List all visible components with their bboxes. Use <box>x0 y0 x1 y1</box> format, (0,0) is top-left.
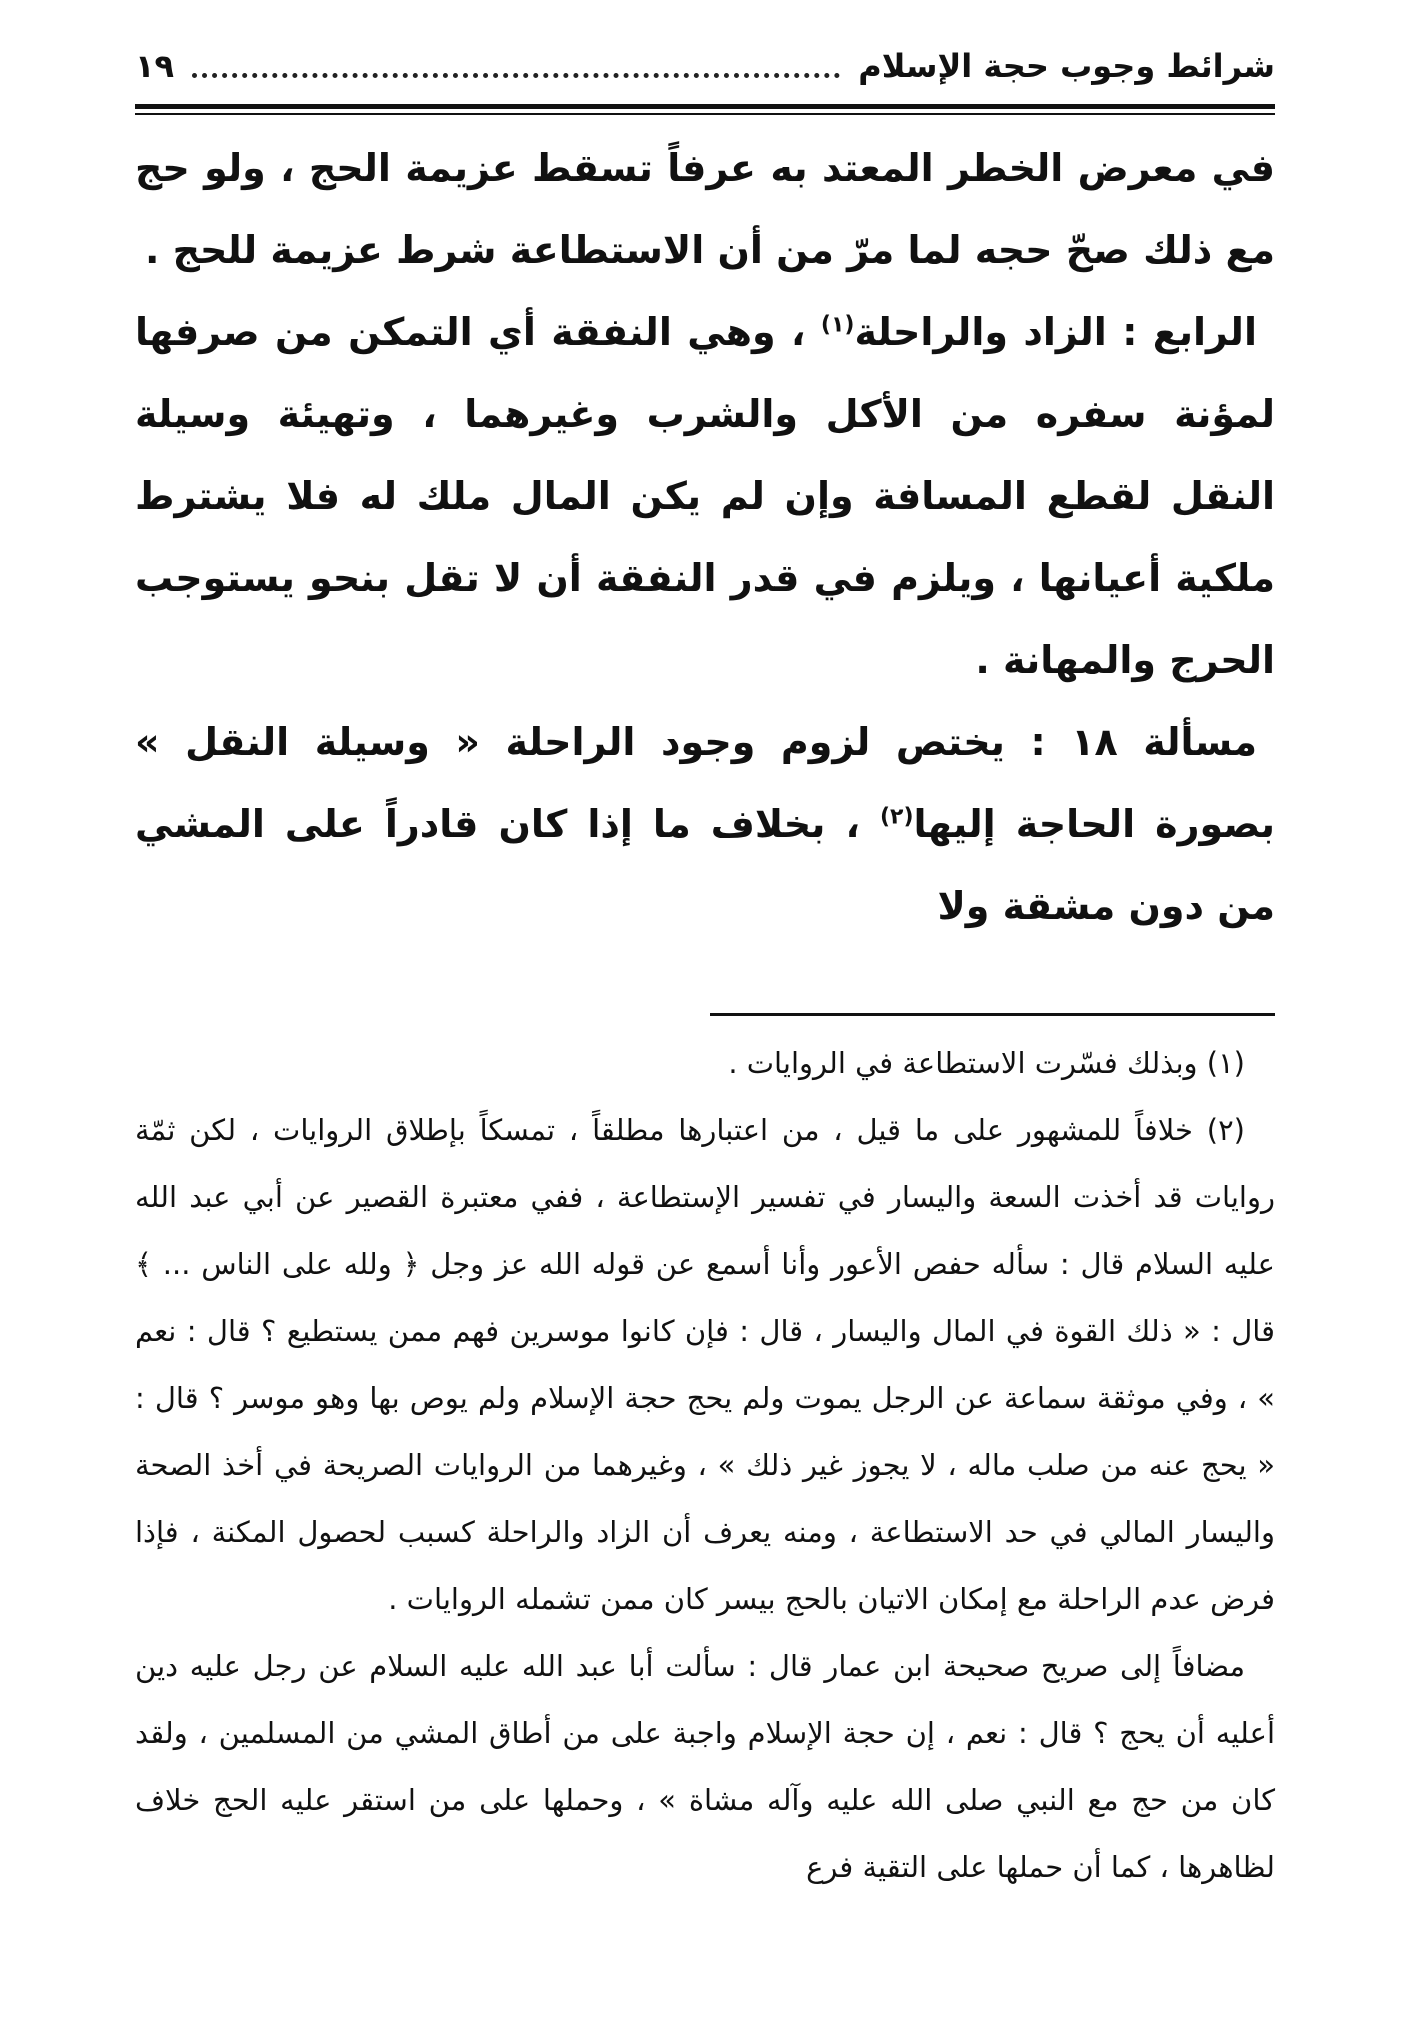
paragraph-3-text-b: ، بخلاف ما إذا كان قادراً على المشي من دون مشقة ولا <box>135 802 1275 928</box>
running-header <box>135 40 1275 88</box>
issue-label-18: مسألة ١٨ : <box>1030 720 1257 764</box>
chapter-title: شرائط وجوب حجة الإسلام <box>858 47 1275 85</box>
body-paragraph-2 <box>135 291 1275 701</box>
paragraph-3-text-a: يختص لزوم وجود الراحلة « وسيلة النقل » بصورة الحاجة إليها <box>135 720 1275 846</box>
footnote-1: (١) وبذلك فسّرت الاستطاعة في الروايات . <box>728 1046 1245 1080</box>
body-paragraph-1: في معرض الخطر المعتد به عرفاً تسقط عزيمة الحج ، ولو حج مع ذلك صحّ حجه لما مرّ من أن الاستطاعة شرط عزيمة للحج . <box>135 146 1275 272</box>
paragraph-2-text-b: ، وهي النفقة أي التمكن من صرفها لمؤنة سفره من الأكل والشرب وغيرهما ، وتهيئة وسيلة النقل لقطع المسافة وإن لم يكن المال ملك له فلا يشترط ملكية أعيانها ، ويلزم في قدر النفقة أن لا تقل بنحو يستوجب الحرج والمهانة . <box>135 310 1275 682</box>
footnote-divider <box>710 1013 1275 1016</box>
footnote-2-continued: مضافاً إلى صريح صحيحة ابن عمار قال : سألت أبا عبد الله عليه السلام عن رجل عليه دين أعليه أن يحج ؟ قال : نعم ، إن حجة الإسلام واجبة على من أطاق المشي من المسلمين ، ولقد كان من حج مع النبي صلى الله عليه وآله مشاة » ، وحملها على من استقر عليه الحج خلاف لظاهرها ، كما أن حملها على التقية فرع <box>135 1649 1275 1884</box>
body-paragraph-3 <box>135 701 1275 947</box>
footnotes <box>135 1030 1275 1901</box>
header-rule-thin <box>135 113 1275 115</box>
page-number: ١٩ <box>135 47 175 85</box>
book-page <box>135 40 1275 1901</box>
paragraph-2-text-a: الزاد والراحلة <box>854 310 1123 354</box>
header-rule-thick <box>135 104 1275 109</box>
footnote-2: (٢) خلافاً للمشهور على ما قيل ، من اعتبارها مطلقاً ، تمسكاً بإطلاق الروايات ، لكن ثمّة روايات قد أخذت السعة واليسار في تفسير الإستطاعة ، ففي معتبرة القصير عن أبي عبد الله عليه السلام قال : سأله حفص الأعور وأنا أسمع عن قوله الله عز وجل ﴿ ولله على الناس ... ﴾ قال : « ذلك القوة في المال واليسار ، قال : فإن كانوا موسرين فهم ممن يستطيع ؟ قال : نعم » ، وفي موثقة سماعة عن الرجل يموت ولم يحج حجة الإسلام ولم يوص بها وهو موسر ؟ قال : « يحج عنه من صلب ماله ، لا يجوز غير ذلك » ، وغيرهما من الروايات الصريحة في أخذ الصحة واليسار المالي في حد الاستطاعة ، ومنه يعرف أن الزاد والراحلة كسبب لحصول المكنة ، فإذا فرض عدم الراحلة مع إمكان الاتيان بالحج بيسر كان ممن تشمله الروايات . <box>135 1113 1275 1616</box>
footnote-ref-1: (١) <box>820 312 855 338</box>
paragraph-label-fourth: الرابع : <box>1122 310 1257 354</box>
header-dot-leader <box>192 73 840 78</box>
footnote-ref-2: (٢) <box>879 804 914 830</box>
main-text <box>135 127 1275 947</box>
